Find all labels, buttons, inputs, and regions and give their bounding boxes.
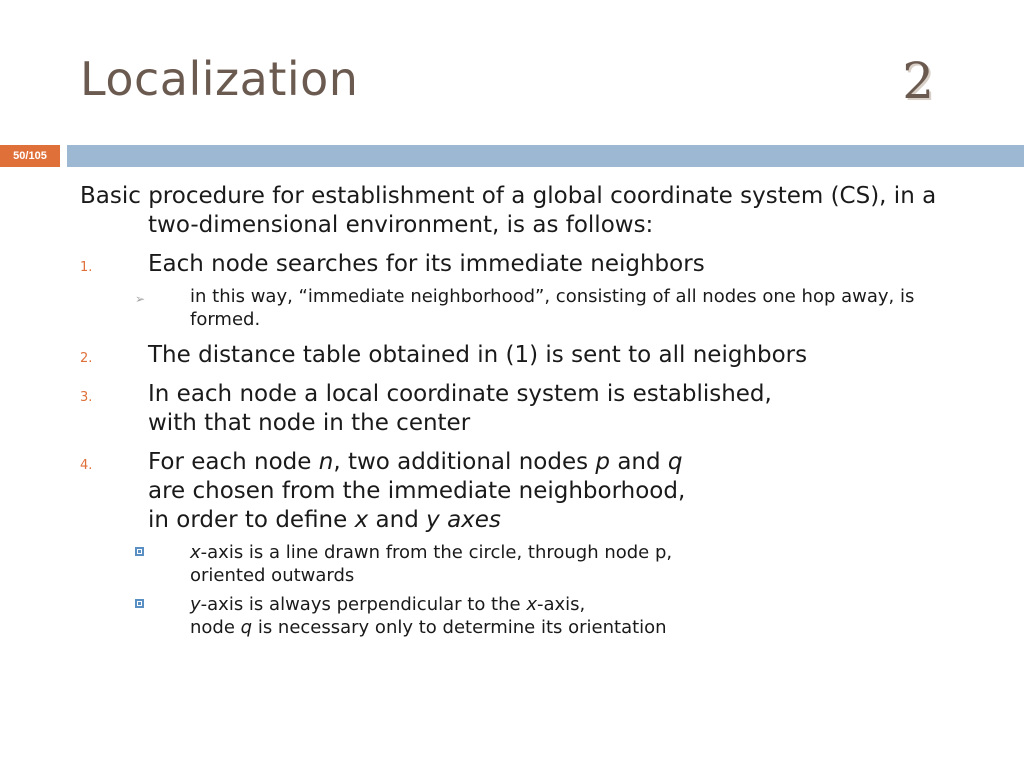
sub-text-line-2: oriented outwards xyxy=(190,565,355,586)
var-x: x xyxy=(354,507,369,533)
list-item-2 xyxy=(80,341,980,370)
sub-text-a: -axis is always perpendicular to the xyxy=(200,594,527,615)
slide-counter: 50/105 xyxy=(0,145,60,167)
slide-content xyxy=(80,182,980,639)
item-line-2: with that node in the center xyxy=(148,410,471,436)
item-text-a: For each node xyxy=(148,449,319,475)
item-number: 2. xyxy=(80,351,93,366)
slide-title: Localization xyxy=(80,52,359,106)
sub-text-c: node xyxy=(190,617,241,638)
var-x: x xyxy=(526,594,537,615)
item-number: 4. xyxy=(80,458,93,473)
intro-paragraph: Basic procedure for establishment of a global coordinate system (CS), in a two-dimensional environment, is as follows: xyxy=(80,183,937,238)
item-line-3b: and xyxy=(368,507,427,533)
var-y: y xyxy=(190,594,201,615)
sub-text-d: is necessary only to determine its orientation xyxy=(252,617,667,638)
square-bullet-icon xyxy=(135,599,144,608)
var-x: x xyxy=(190,542,201,563)
item-number: 1. xyxy=(80,260,93,275)
var-p: p xyxy=(595,449,611,475)
var-n: n xyxy=(318,449,334,475)
var-q: q xyxy=(667,449,683,475)
sub-item-1 xyxy=(80,285,980,331)
var-y-axes: y axes xyxy=(426,507,501,533)
sub-text-b: -axis, xyxy=(536,594,586,615)
list-item-4 xyxy=(80,448,980,535)
var-q: q xyxy=(240,617,253,638)
item-line-1: In each node a local coordinate system is established, xyxy=(148,381,772,407)
list-item-1 xyxy=(80,250,980,279)
item-text: Each node searches for its immediate neighbors xyxy=(148,251,705,277)
item-text-b: , two additional nodes xyxy=(333,449,596,475)
item-line-3a: in order to define xyxy=(148,507,355,533)
sub-item-4a xyxy=(80,541,980,587)
arrow-bullet-icon: ➢ xyxy=(135,292,146,306)
header-bar xyxy=(67,145,1024,167)
sub-text: in this way, “immediate neighborhood”, consisting of all nodes one hop away, is formed. xyxy=(190,286,915,330)
item-number: 3. xyxy=(80,390,93,405)
item-text-c: and xyxy=(610,449,668,475)
item-line-2: are chosen from the immediate neighborhood, xyxy=(148,478,686,504)
sub-text: -axis is a line drawn from the circle, through node p, xyxy=(200,542,673,563)
sub-item-4b xyxy=(80,593,980,639)
item-text: The distance table obtained in (1) is sent to all neighbors xyxy=(148,342,808,368)
section-number: 2 xyxy=(902,52,934,110)
list-item-3 xyxy=(80,380,980,438)
square-bullet-icon xyxy=(135,547,144,556)
